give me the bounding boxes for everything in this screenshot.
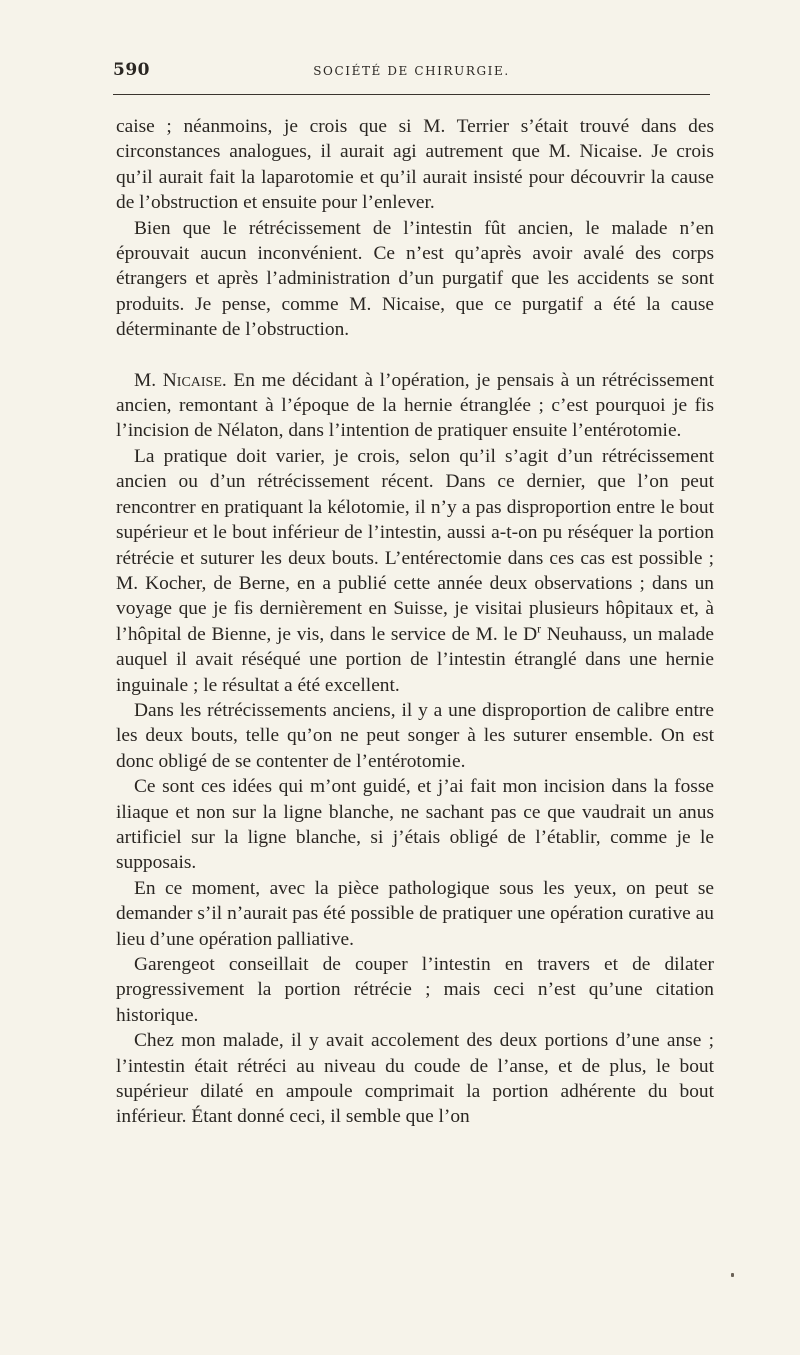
header-rule: [113, 94, 710, 95]
paragraph-5-text: Dans les rétrécissements anciens, il y a une disproportion de calibre entre les deux bouts, telle qu’on ne peut songer à les suturer ensemble. On est donc obligé de se contenter de l’entérotomie.: [116, 699, 714, 772]
running-head: SOCIÉTÉ DE CHIRURGIE.: [313, 64, 510, 78]
page-header: [113, 60, 710, 88]
speaker-name: Nicaise: [162, 369, 222, 391]
paragraph-3: [116, 368, 714, 444]
page-number: 590: [113, 60, 150, 80]
paragraph-8-text: Garengeot conseillait de couper l’intestin en travers et de dilater progressivement la portion rétrécie ; mais ceci n’est qu’une citation historique.: [116, 954, 714, 1026]
paragraph-9: [116, 1028, 714, 1130]
ink-speck: [731, 1273, 734, 1277]
body-text: [116, 114, 714, 1130]
paragraph-1-text: caise ; néanmoins, je crois que si M. Terrier s’était trouvé dans des circonstances analogues, il aurait agi autrement que M. Nicaise. Je crois qu’il aurait fait la laparotomie et qu’il aurait insisté pour découvrir la cause de l’obstruction et ensuite pour l’enlever.: [116, 116, 714, 214]
speaker-prefix: M.: [134, 369, 163, 391]
doctor-superscript: r: [537, 621, 542, 636]
paragraph-5: [116, 698, 714, 774]
paragraph-1: [116, 114, 714, 216]
paragraph-3-text: . En me décidant à l’opération, je pensais à un rétrécissement ancien, remontant à l’époque de la hernie étranglée ; c’est pourquoi je fis l’incision de Nélaton, dans l’intention de pratiquer ensuite l’entérotomie.: [116, 369, 715, 442]
paragraph-9-text: Chez mon malade, il y avait accolement des deux portions d’une anse ; l’intestin était rétréci au niveau du coude de l’anse, et de plus, le bout supérieur dilaté en ampoule comprimait la portion adhérente du bout inférieur. Étant donné ceci, il semble que l’on: [116, 1030, 714, 1128]
paragraph-2: [116, 216, 714, 343]
paragraph-2-text: Bien que le rétrécissement de l’intestin fût ancien, le malade n’en éprouvait aucun inconvénient. Ce n’est qu’après avoir avalé des corps étrangers et après l’administration d’un purgatif que les accidents se sont produits. Je pense, comme M. Nicaise, que ce purgatif a été la cause déterminante de l’obstruction.: [116, 217, 714, 341]
paragraph-7: [116, 876, 714, 952]
paragraph-6: [116, 774, 714, 876]
paragraph-4: [116, 444, 714, 698]
paragraph-4-text-a: La pratique doit varier, je crois, selon qu’il s’agit d’un rétrécissement ancien ou d’un rétrécissement récent. Dans ce dernier, que l’on peut rencontrer en pratiquant la kélotomie, il n’y a pas disproportion entre le bout supérieur et le bout inférieur de l’intestin, aussi a-t-on pu réséquer la portion rétrécie et suturer les deux bouts. L’entérectomie dans ces cas est possible ; M. Kocher, de Berne, en a publié cette année deux observations ; dans un voyage que je fis dernièrement en Suisse, je visitai plusieurs hôpitaux et, à l’hôpital de Bienne, je vis, dans le service de M. le D: [116, 445, 714, 645]
paragraph-4-text-b: Neuhauss, un malade auquel il avait réséqué une portion de l’intestin étranglé dans une hernie inguinale ; le résultat a été excellent.: [116, 623, 714, 696]
paragraph-7-text: En ce moment, avec la pièce pathologique sous les yeux, on peut se demander s’il n’aurait pas été possible de pratiquer une opération curative au lieu d’une opération palliative.: [116, 877, 714, 950]
paragraph-6-text: Ce sont ces idées qui m’ont guidé, et j’ai fait mon incision dans la fosse iliaque et non sur la ligne blanche, ne sachant pas ce que vaudrait un anus artificiel sur la ligne blanche, si j’étais obligé de l’établir, comme je le supposais.: [116, 776, 714, 874]
paragraph-8: [116, 952, 714, 1028]
